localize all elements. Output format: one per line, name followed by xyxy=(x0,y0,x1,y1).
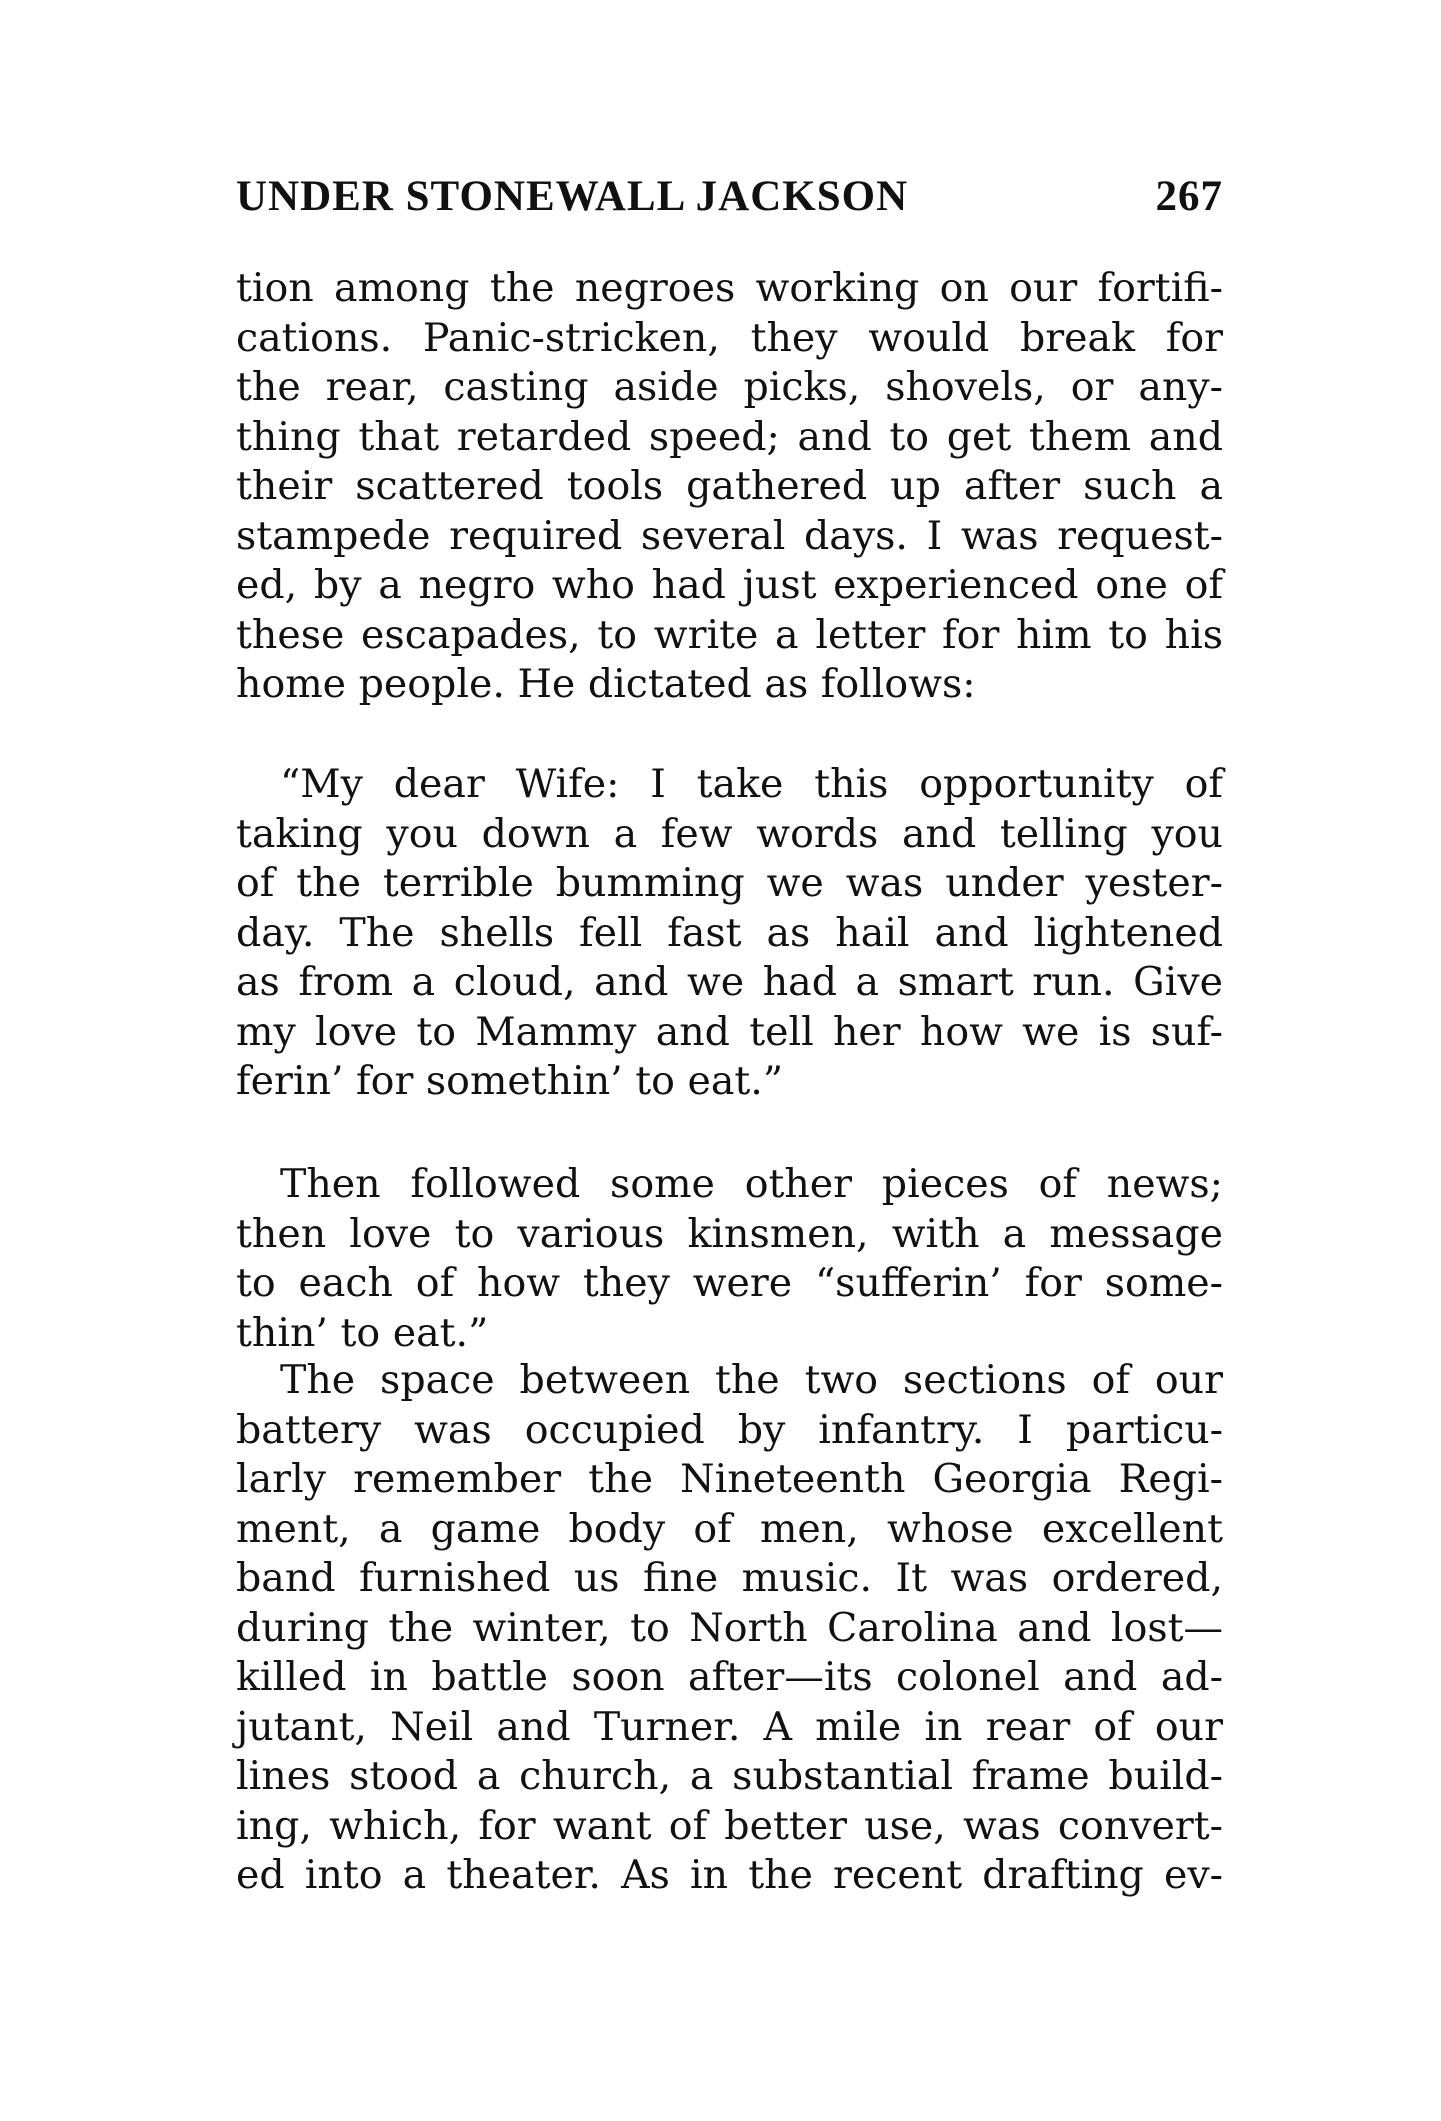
text-line: ed, by a negro who had just experienced one of xyxy=(236,562,1223,608)
text-line: The space between the two sections of our xyxy=(280,1357,1223,1403)
text-line: home people. He dictated as follows: xyxy=(236,661,976,707)
text-line: ing, which, for want of better use, was convert- xyxy=(236,1802,1223,1849)
quoted-letter xyxy=(236,760,1223,1107)
text-line: these escapades, to write a letter for him to his xyxy=(236,611,1223,658)
text-line: band furnished us fine music. It was ordered, xyxy=(236,1555,1223,1601)
text-line: their scattered tools gathered up after such a xyxy=(236,463,1223,509)
text-line: of the terrible bumming we was under yester- xyxy=(236,860,1223,906)
text-line: thing that retarded speed; and to get them and xyxy=(236,413,1223,460)
text-line: as from a cloud, and we had a smart run. Give xyxy=(236,959,1223,1005)
text-line: “My dear Wife: I take this opportunity of xyxy=(280,761,1223,807)
text-line: ment, a game body of men, whose excellent xyxy=(236,1505,1223,1552)
text-line: larly remember the Nineteenth Georgia Regi- xyxy=(236,1456,1223,1502)
text-line: battery was occupied by infantry. I particu- xyxy=(236,1406,1223,1453)
paragraph-4 xyxy=(236,1356,1223,1901)
text-line: ferin’ for somethin’ to eat.” xyxy=(236,1058,784,1104)
paragraph-3 xyxy=(236,1160,1223,1358)
running-head-title: UNDER STONEWALL JACKSON xyxy=(236,173,909,220)
text-line: jutant, Neil and Turner. A mile in rear of our xyxy=(236,1703,1223,1750)
text-line: stampede required several days. I was request- xyxy=(236,512,1223,559)
text-line: killed in battle soon after—its colonel and ad- xyxy=(236,1654,1223,1700)
text-line: tion among the negroes working on our fortifi- xyxy=(236,265,1223,311)
text-line: Then followed some other pieces of news; xyxy=(280,1161,1223,1207)
running-head xyxy=(236,172,1223,221)
text-line: the rear, casting aside picks, shovels, or any- xyxy=(236,364,1223,410)
text-line: day. The shells fell fast as hail and lightened xyxy=(236,909,1223,956)
text-line: thin’ to eat.” xyxy=(236,1309,489,1356)
text-line: cations. Panic-stricken, they would break for xyxy=(236,314,1223,361)
page-number: 267 xyxy=(1155,173,1223,220)
text-line: to each of how they were “sufferin’ for some- xyxy=(236,1260,1223,1306)
text-line: lines stood a church, a substantial frame build- xyxy=(236,1753,1223,1799)
text-line: ed into a theater. As in the recent drafting ev- xyxy=(236,1852,1223,1898)
text-line: my love to Mammy and tell her how we is suf- xyxy=(236,1008,1223,1055)
text-line: during the winter, to North Carolina and lost— xyxy=(236,1604,1223,1651)
text-line: taking you down a few words and telling you xyxy=(236,810,1223,857)
paragraph-1 xyxy=(236,264,1223,710)
text-line: then love to various kinsmen, with a message xyxy=(236,1210,1223,1257)
